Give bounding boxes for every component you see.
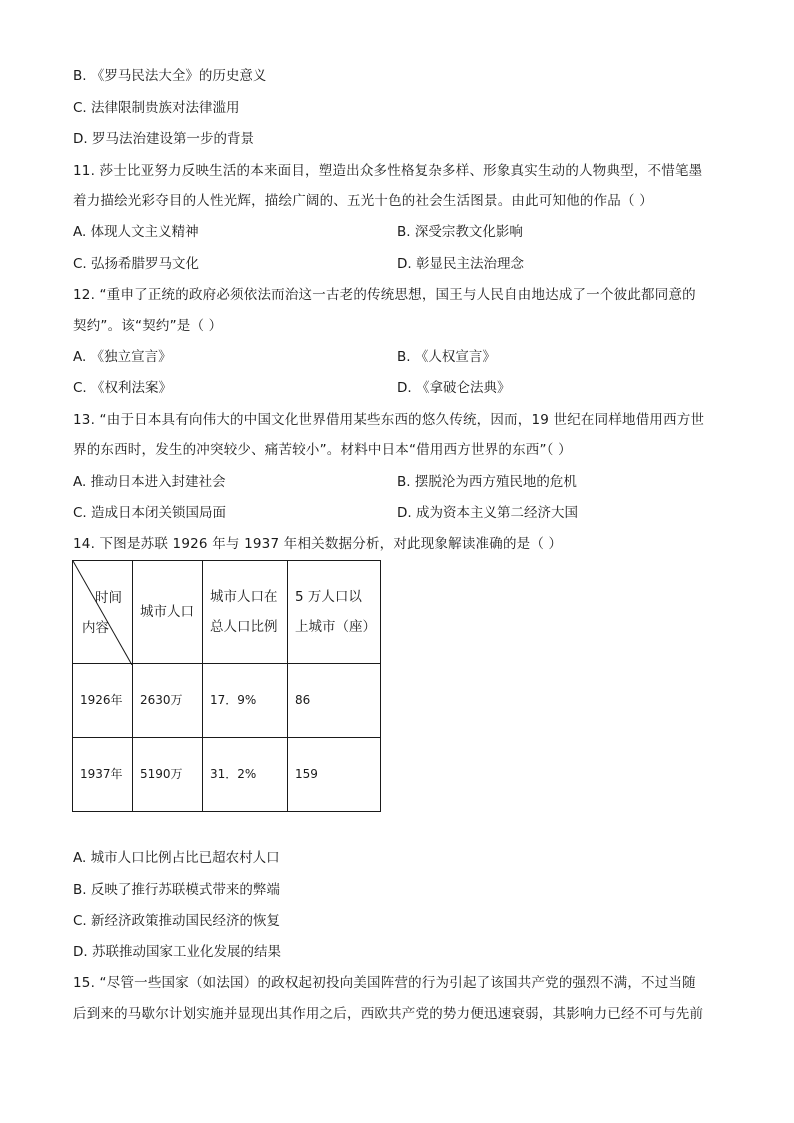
table-row — [73, 664, 381, 738]
q11-stem-line1: 11. 莎士比亚努力反映生活的本来面目，塑造出众多性格复杂多样、形象真实生动的人物典型，不惜笔墨 — [73, 163, 703, 179]
q12-option-c: C. 《权利法案》 — [73, 380, 173, 396]
cell-big-cities: 159 — [288, 738, 381, 812]
q10-option-d: D. 罗马法治建设第一步的背景 — [73, 131, 254, 147]
diag-header-content: 内容 — [82, 620, 109, 636]
q14-option-a: A. 城市人口比例占比已超农村人口 — [73, 850, 280, 866]
diag-header-time: 时间 — [95, 590, 122, 606]
q13-option-d: D. 成为资本主义第二经济大国 — [397, 505, 578, 521]
q11-option-d: D. 彰显民主法治理念 — [397, 256, 524, 272]
diagonal-divider — [73, 561, 132, 665]
q14-stem: 14. 下图是苏联 1926 年与 1937 年相关数据分析，对此现象解读准确的是（ ） — [73, 536, 563, 552]
q12-stem-line1: 12. “重申了正统的政府必须依法而治这一古老的传统思想，国王与人民自由地达成了一个彼此都同意的 — [73, 287, 696, 303]
table-header-row — [73, 561, 381, 664]
cell-urban-ratio: 31．2% — [203, 738, 288, 812]
q11-option-c: C. 弘扬希腊罗马文化 — [73, 256, 200, 272]
cell-year: 1926年 — [73, 664, 133, 738]
q13-stem-line2: 界的东西时，发生的冲突较少、痛苦较小”。材料中日本“借用西方世界的东西”（ ） — [73, 442, 572, 458]
col-header-urban-ratio: 城市人口在总人口比例 — [203, 561, 288, 664]
q12-stem-line2: 契约”。该“契约”是（ ） — [73, 318, 223, 334]
q13-option-c: C. 造成日本闭关锁国局面 — [73, 505, 227, 521]
cell-urban-pop: 2630万 — [133, 664, 203, 738]
table-row — [73, 738, 381, 812]
cell-urban-pop: 5190万 — [133, 738, 203, 812]
col-header-urban-pop: 城市人口 — [133, 561, 203, 664]
q14-option-b: B. 反映了推行苏联模式带来的弊端 — [73, 882, 280, 898]
q15-stem-line1: 15. “尽管一些国家（如法国）的政权起初投向美国阵营的行为引起了该国共产党的强烈不满，不过当随 — [73, 975, 696, 991]
soviet-data-table — [72, 560, 381, 812]
q12-option-b: B. 《人权宣言》 — [397, 349, 496, 365]
q12-option-d: D. 《拿破仑法典》 — [397, 380, 511, 396]
q14-option-c: C. 新经济政策推动国民经济的恢复 — [73, 913, 281, 929]
q13-option-b: B. 摆脱沦为西方殖民地的危机 — [397, 474, 577, 490]
q11-option-b: B. 深受宗教文化影响 — [397, 224, 523, 240]
cell-year: 1937年 — [73, 738, 133, 812]
diagonal-header-cell — [73, 561, 133, 664]
q10-option-b: B. 《罗马民法大全》的历史意义 — [73, 68, 267, 84]
q11-option-a: A. 体现人文主义精神 — [73, 224, 199, 240]
col-header-big-cities: 5 万人口以上城市（座） — [288, 561, 381, 664]
q15-stem-line2: 后到来的马歇尔计划实施并显现出其作用之后，西欧共产党的势力便迅速衰弱，其影响力已经不可与先前 — [73, 1006, 704, 1022]
q14-option-d: D. 苏联推动国家工业化发展的结果 — [73, 944, 281, 960]
q13-option-a: A. 推动日本进入封建社会 — [73, 474, 226, 490]
q12-option-a: A. 《独立宣言》 — [73, 349, 172, 365]
cell-urban-ratio: 17．9% — [203, 664, 288, 738]
q10-option-c: C. 法律限制贵族对法律滥用 — [73, 100, 240, 116]
q11-stem-line2: 着力描绘光彩夺目的人性光辉，描绘广阔的、五光十色的社会生活图景。由此可知他的作品（ ） — [73, 193, 653, 209]
q13-stem-line1: 13. “由于日本具有向伟大的中国文化世界借用某些东西的悠久传统，因而，19 世纪在同样地借用西方世 — [73, 412, 705, 428]
cell-big-cities: 86 — [288, 664, 381, 738]
